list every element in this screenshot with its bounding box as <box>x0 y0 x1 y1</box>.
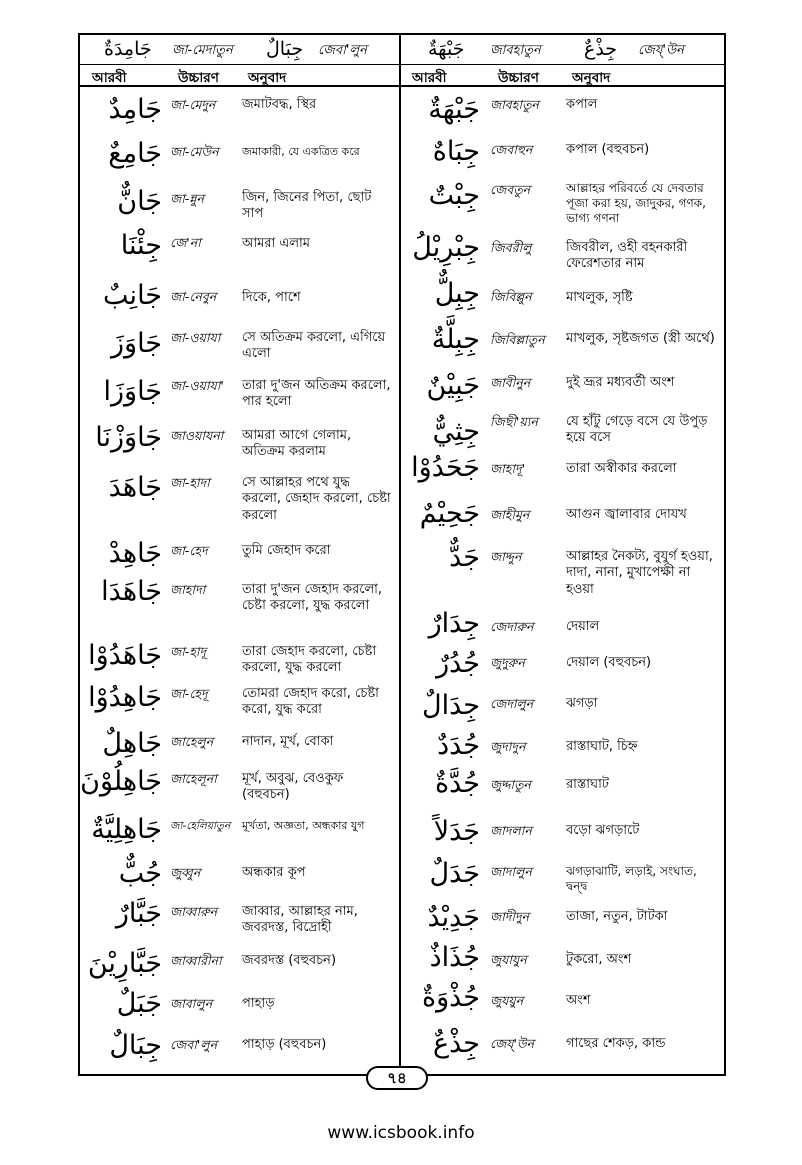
footer-url[interactable]: www.icsbook.info <box>327 1123 475 1143</box>
right-entry-arabic: جِبْتٌ <box>428 180 480 211</box>
right-entry-arabic: جِدَالٌ <box>422 690 480 721</box>
left-entry-translation: অন্ধকার কূপ <box>242 865 306 880</box>
left-entry-pronunciation: জা-মেউন <box>170 144 219 159</box>
left-entry-translation: জবরদস্ত (বহুবচন) <box>242 953 337 968</box>
right-entry-pronunciation: জাবহাতুন <box>490 97 539 112</box>
right-entry-arabic: جِثِيٌّ <box>432 416 480 447</box>
right-entry-arabic: جِبِلَّةٌ <box>431 324 480 355</box>
left-entry-arabic: جَاهِدْ <box>108 538 162 569</box>
header-pron-2: জেবা'লুন <box>318 43 367 58</box>
left-entry-translation: জমাকারী, যে একত্রিত করে <box>242 145 360 158</box>
right-entry-arabic: جَدٌّ <box>449 542 480 573</box>
right-entry-translation: যে হাঁটু গেড়ে বসে যে উপুড় হয়ে বসে <box>566 414 708 446</box>
left-entry-arabic: جَبَّارٌ <box>115 898 162 929</box>
left-entry-arabic: جِئْنَا <box>120 230 162 261</box>
right-entry-pronunciation: জুযয়ুন <box>490 993 524 1008</box>
left-entry-pronunciation: জা-নেবুন <box>170 289 217 304</box>
left-entry-translation: তুমি জেহাদ করো <box>242 543 331 558</box>
left-entry-arabic: جَبَلٌ <box>116 988 162 1019</box>
left-entry-arabic: جَانٌّ <box>117 186 162 217</box>
right-entry-pronunciation: জিবরীলু <box>490 240 532 255</box>
right-entry-translation: রাস্তাঘাট, চিহ্ন <box>566 739 638 754</box>
right-entry-pronunciation: জাহাদূ' <box>490 461 526 476</box>
right-entry-translation: দেয়াল <box>566 619 600 634</box>
right-entry-arabic: جَدَلاً <box>433 816 480 847</box>
header-arabic-1: جَامِدَةٌ <box>104 38 152 60</box>
right-entry-translation: মাখলুক, সৃষ্টি <box>566 290 633 305</box>
column-header-pronunciation-right: উচ্চারণ <box>498 70 539 86</box>
left-entry-pronunciation: জা-মেদুন <box>170 97 216 112</box>
right-entry-arabic: جَدِيْدٌ <box>427 902 480 933</box>
right-entry-arabic: جُدُرٌ <box>436 648 480 679</box>
left-entry-translation: তোমরা জেহাদ করো, চেষ্টা করো, যুদ্ধ করো <box>242 686 379 718</box>
left-entry-arabic: جَاهِلِيَّةٌ <box>91 814 162 845</box>
column-header-row <box>78 65 726 87</box>
left-entry-pronunciation: জে'না <box>170 235 201 250</box>
right-entry-pronunciation: জাদলান <box>490 823 532 838</box>
left-entry-translation: মূর্খ, অবুঝ, বেওকুফ (বহুবচন) <box>242 771 344 803</box>
right-entry-arabic: جِبِلٌّ <box>434 278 480 309</box>
left-entry-arabic: جَبَّارِيْنَ <box>87 948 162 979</box>
right-entry-arabic: جِدَارٌ <box>428 608 480 639</box>
left-entry-translation: জাব্বার, আল্লাহর নাম, জবরদস্ত, বিদ্রোহী <box>242 904 358 936</box>
right-entry-translation: আল্লাহর পরিবর্তে যে দেবতার পূজা করা হয়, জাদুকর, গণক, ভাগ্য গণনা <box>566 181 706 225</box>
left-entry-arabic: جَاوَزْنَا <box>95 422 162 453</box>
left-entry-pronunciation: জাহেলুন <box>170 734 214 749</box>
left-entry-translation: আমরা আগে গেলাম, অতিক্রম করলাম <box>242 428 352 460</box>
right-entry-translation: ঝগড়াঝাটি, লড়াই, সংঘাত, দ্বন্দ্ব <box>566 864 697 893</box>
right-entry-pronunciation: জাদীদুন <box>490 909 529 924</box>
left-entry-pronunciation: জুব্বুন <box>170 865 201 880</box>
left-entry-pronunciation: জাওয়াযনা <box>170 428 224 443</box>
right-entry-pronunciation: জেদালুন <box>490 696 534 711</box>
left-entry-pronunciation: জাব্বারুন <box>170 904 218 919</box>
right-entry-translation: টুকরো, অংশ <box>566 952 632 967</box>
left-entry-translation: জমাটবদ্ধ, স্থির <box>242 97 317 112</box>
right-entry-translation: বড়ো ঝগড়াটে <box>566 823 640 838</box>
left-entry-translation: তারা জেহাদ করলো, চেষ্টা করলো, যুদ্ধ করলো <box>242 644 377 676</box>
left-entry-pronunciation: জেবা'লুন <box>170 1037 218 1052</box>
right-entry-pronunciation: জেবতুন <box>490 182 531 197</box>
column-header-translation-right: অনুবাদ <box>572 70 611 86</box>
right-entry-pronunciation: জিছী'য়্যন <box>490 414 538 429</box>
right-entry-pronunciation: জুদাদুন <box>490 739 526 754</box>
right-entry-translation: দুই ভ্রূর মধ্যবর্তী অংশ <box>566 375 675 390</box>
right-entry-translation: জিবরীল, ওহী বহনকারী ফেরেশতার নাম <box>566 240 688 272</box>
left-entry-translation: পাহাড় (বহুবচন) <box>242 1037 327 1052</box>
right-entry-translation: অংশ <box>566 993 591 1008</box>
left-entry-pronunciation: জা-ওয়াযা <box>170 330 221 345</box>
left-entry-pronunciation: জা-হেদ <box>170 543 208 558</box>
right-entry-pronunciation: জেবাহুন <box>490 142 533 157</box>
right-entry-pronunciation: জুদ্দাতুন <box>490 777 531 792</box>
left-entry-translation: আমরা এলাম <box>242 236 310 251</box>
right-entry-pronunciation: জাদ্দুন <box>490 549 522 564</box>
right-entry-translation: তারা অস্বীকার করলো <box>566 461 677 476</box>
right-entry-arabic: جَبِيْنٌ <box>426 370 480 401</box>
right-entry-arabic: جَحِيْمٌ <box>419 498 480 529</box>
left-entry-arabic: جَاهِلُوْنَ <box>80 766 162 797</box>
right-entry-pronunciation: জিবিল্লাতুন <box>490 332 545 347</box>
column-header-arabic-right: আরবী <box>412 70 447 86</box>
column-divider <box>399 33 401 1076</box>
right-entry-pronunciation: জেয্'উন <box>490 1036 535 1051</box>
left-entry-pronunciation: জা-হাদা <box>170 475 210 490</box>
left-entry-arabic: جَانِبٌ <box>103 280 162 311</box>
left-entry-arabic: جَاهَدَا <box>101 576 162 607</box>
left-entry-arabic: جَاوَزَ <box>111 328 162 359</box>
left-entry-arabic: جَامِدٌ <box>108 94 162 125</box>
page-number: ৭৪ <box>366 1066 428 1090</box>
right-entry-pronunciation: জাদালুন <box>490 864 532 879</box>
right-entry-translation: মাখলুক, সৃষ্টজগত (স্ত্রী অর্থে) <box>566 331 715 346</box>
left-entry-translation: মূর্খতা, অজ্ঞতা, অন্ধকার যুগ <box>242 819 365 832</box>
right-entry-pronunciation: জেদারুন <box>490 619 534 634</box>
right-entry-arabic: جُدَدٌ <box>437 730 480 761</box>
left-entry-pronunciation: জা-হেদূ <box>170 686 208 701</box>
left-entry-pronunciation: জা-হাদূ <box>170 644 207 659</box>
right-entry-translation: গাছের শেকড়, কান্ড <box>566 1036 666 1051</box>
right-entry-translation: কপাল <box>566 97 598 112</box>
right-entry-translation: কপাল (বহুবচন) <box>566 142 650 157</box>
left-entry-pronunciation: জাবালুন <box>170 996 213 1011</box>
column-header-translation-left: অনুবাদ <box>248 70 287 86</box>
left-entry-pronunciation: জা-হেলিয়াতুন <box>170 820 231 832</box>
column-header-pronunciation-left: উচ্চারণ <box>178 70 219 86</box>
column-header-arabic-left: আরবী <box>92 70 127 86</box>
right-entry-arabic: جَحَدُوْا <box>411 452 480 483</box>
header-pron-3: জাবহাতুন <box>490 43 541 58</box>
right-entry-arabic: جِبْرِيْلُ <box>412 232 480 263</box>
right-entry-translation: আগুন জ্বালাবার দোযখ <box>566 507 687 522</box>
left-entry-arabic: جُبٌّ <box>118 858 162 889</box>
left-entry-translation: সে অতিক্রম করলো, এগিয়ে এলো <box>242 330 386 362</box>
right-entry-arabic: جُذَاذٌ <box>429 942 480 973</box>
left-entry-pronunciation: জাহাদা <box>170 582 206 597</box>
right-entry-arabic: جُذْوَةٌ <box>421 982 480 1013</box>
right-entry-translation: তাজা, নতুন, টাটকা <box>566 909 668 924</box>
left-entry-translation: তারা দু'জন জেহাদ করলো, চেষ্টা করলো, যুদ্ধ করলো <box>242 582 383 614</box>
right-entry-translation: ঝগড়া <box>566 696 598 711</box>
right-entry-arabic: جُدَّةٌ <box>434 768 480 799</box>
left-entry-translation: দিকে, পাশে <box>242 290 301 305</box>
right-entry-arabic: جِذْعٌ <box>433 1028 480 1059</box>
right-entry-pronunciation: জুযাযুন <box>490 952 527 967</box>
right-entry-translation: রাস্তাঘাট <box>566 777 609 792</box>
header-arabic-3: جَبْهَةٌ <box>428 38 465 60</box>
left-entry-arabic: جَاوَزَا <box>103 376 162 407</box>
header-pron-4: জেয্'উন <box>638 43 684 58</box>
left-entry-arabic: جَامِعٌ <box>108 138 162 169</box>
right-entry-pronunciation: জাবীনুন <box>490 375 531 390</box>
right-entry-arabic: جِبَاهٌ <box>432 136 480 167</box>
left-entry-pronunciation: জা-ন্নুন <box>170 191 204 206</box>
left-entry-arabic: جَاهَدَ <box>108 472 162 503</box>
left-entry-translation: নাদান, মূর্খ, বোকা <box>242 734 334 749</box>
right-entry-translation: আল্লাহর নৈকট্য, বুযুর্গ হওয়া, দাদা, নানা, মুখাপেক্ষী না হওয়া <box>566 549 713 597</box>
header-arabic-2: جِبَالٌ <box>266 38 304 60</box>
right-entry-pronunciation: জুদুরুন <box>490 655 525 670</box>
right-entry-arabic: جَدَلٌ <box>429 858 480 889</box>
left-entry-pronunciation: জাহেলূনা <box>170 771 217 786</box>
right-entry-translation: দেয়াল (বহুবচন) <box>566 655 652 670</box>
header-arabic-4: جِذْعٌ <box>584 38 618 60</box>
header-pron-1: জা-মেদাতুন <box>172 43 233 58</box>
left-entry-pronunciation: জাব্বারীনা <box>170 953 222 968</box>
left-entry-pronunciation: জা-ওয়াযা' <box>170 378 224 393</box>
left-entry-translation: জিন, জিনের পিতা, ছোট সাপ <box>242 190 372 222</box>
right-entry-arabic: جَبْهَةٌ <box>428 94 480 125</box>
right-entry-pronunciation: জাহীমুন <box>490 507 530 522</box>
left-entry-arabic: جَاهِلٌ <box>102 728 162 759</box>
left-entry-arabic: جَاهَدُوْا <box>88 640 162 671</box>
left-entry-translation: সে আল্লাহর পথে যুদ্ধ করলো, জেহাদ করলো, চেষ্টা করলো <box>242 475 391 523</box>
left-entry-arabic: جَاهِدُوْا <box>88 682 162 713</box>
left-entry-translation: তারা দু'জন অতিক্রম করলো, পার হলো <box>242 378 391 410</box>
right-entry-pronunciation: জিবিল্লুন <box>490 289 532 304</box>
left-entry-arabic: جِبَالٌ <box>109 1030 162 1061</box>
left-entry-translation: পাহাড় <box>242 996 275 1011</box>
